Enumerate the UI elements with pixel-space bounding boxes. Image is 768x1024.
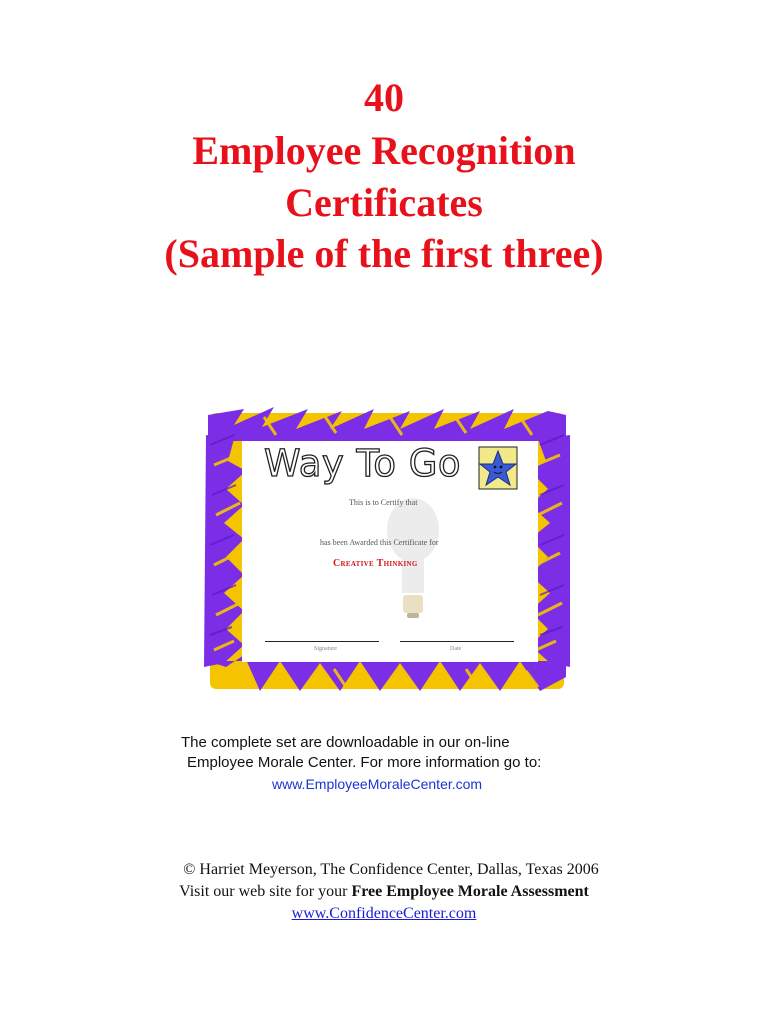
title-certificates: Certificates (285, 180, 483, 225)
certificate-award-name: Creative Thinking (333, 558, 418, 569)
visit-line (0, 883, 768, 901)
certificate-certify-text: This is to Certify that (349, 498, 418, 507)
star-icon (479, 447, 517, 489)
title-main: Employee Recognition (192, 128, 576, 173)
date-line (400, 641, 514, 642)
certificate-awarded-text: has been Awarded this Certificate for (320, 538, 439, 547)
signature-line (265, 641, 379, 642)
copyright-line: © Harriet Meyerson, The Confidence Center, Dallas, Texas 2006 (183, 861, 599, 878)
title-number: 40 (364, 75, 404, 120)
assessment-text: Free Employee Morale Assessment (351, 883, 589, 900)
title-subtitle: (Sample of the first three) (164, 231, 604, 276)
info-line-1: The complete set are downloadable in our on-line (181, 734, 510, 751)
certificate-heading: Way To Go (264, 442, 462, 485)
signature-label: Signature (314, 646, 337, 652)
date-label: Date (450, 646, 462, 652)
visit-line-prefix: Visit our web site for your (179, 883, 352, 900)
confidence-center-link[interactable]: www.ConfidenceCenter.com (291, 905, 477, 922)
employee-morale-center-link[interactable]: www.EmployeeMoraleCenter.com (272, 776, 483, 792)
info-line-2: Employee Morale Center. For more information go to: (187, 754, 542, 771)
